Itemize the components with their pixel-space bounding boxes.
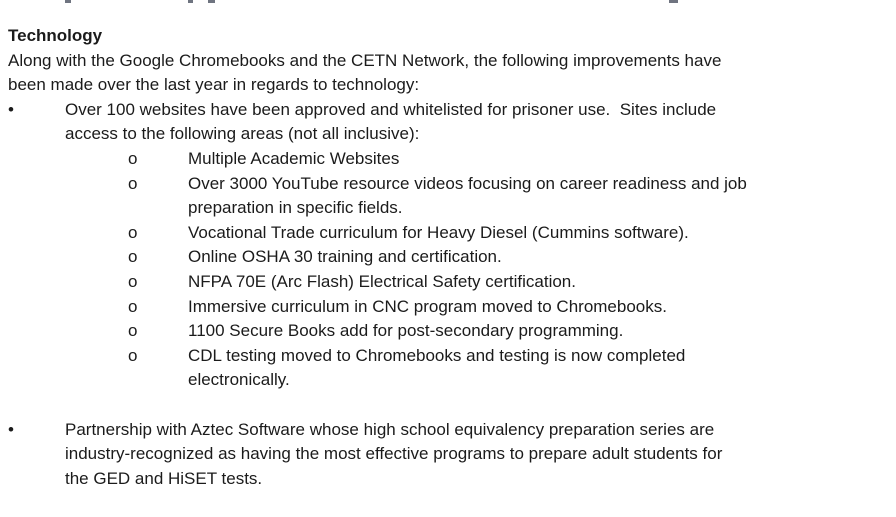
sub-bullet-line: Immersive curriculum in CNC program moved to Chromebooks. bbox=[188, 296, 667, 316]
sub-bullet-item bbox=[8, 344, 888, 393]
bullet-marker: • bbox=[8, 99, 14, 119]
paragraph-line: been made over the last year in regards to technology: bbox=[8, 75, 420, 95]
section-heading: Technology bbox=[8, 26, 103, 45]
bullet-line: Partnership with Aztec Software whose high school equivalency preparation series are bbox=[65, 419, 715, 439]
clipped-text-fragment bbox=[669, 0, 678, 3]
sub-bullet-item bbox=[8, 319, 888, 344]
sub-bullet-line: preparation in specific fields. bbox=[188, 198, 403, 218]
sub-bullet-line: Over 3000 YouTube resource videos focusing on career readiness and job bbox=[188, 173, 747, 193]
clipped-text-fragment bbox=[188, 0, 193, 3]
sub-bullet-marker: o bbox=[128, 148, 138, 168]
sub-bullet-item bbox=[8, 147, 888, 172]
bullet-item bbox=[8, 98, 888, 147]
sub-bullet-marker: o bbox=[128, 247, 138, 267]
sub-bullet-marker: o bbox=[128, 222, 138, 242]
sub-bullet-marker: o bbox=[128, 173, 138, 193]
paragraph-line: Along with the Google Chromebooks and the CETN Network, the following improvements have bbox=[8, 50, 722, 70]
bullet-marker: • bbox=[8, 419, 14, 439]
bullet-item bbox=[8, 418, 888, 492]
bullet-line: the GED and HiSET tests. bbox=[65, 468, 263, 488]
sub-bullet-line: CDL testing moved to Chromebooks and testing is now completed bbox=[188, 345, 686, 365]
bullet-line: industry-recognized as having the most effective programs to prepare adult students for bbox=[65, 444, 723, 464]
intro-paragraph bbox=[8, 49, 888, 98]
sub-bullet-line: 1100 Secure Books add for post-secondary programming. bbox=[188, 321, 624, 341]
sub-bullet-marker: o bbox=[128, 345, 138, 365]
sub-bullet-line: Multiple Academic Websites bbox=[188, 148, 400, 168]
document-body bbox=[8, 24, 888, 491]
sub-bullet-marker: o bbox=[128, 271, 138, 291]
sub-bullet-item bbox=[8, 295, 888, 320]
sub-bullet-item bbox=[8, 221, 888, 246]
sub-bullet-item bbox=[8, 245, 888, 270]
sub-bullet-line: Vocational Trade curriculum for Heavy Diesel (Cummins software). bbox=[188, 222, 689, 242]
clipped-text-fragment bbox=[208, 0, 215, 3]
bullet-line: Over 100 websites have been approved and whitelisted for prisoner use. Sites include bbox=[65, 99, 717, 119]
sub-bullet-line: NFPA 70E (Arc Flash) Electrical Safety certification. bbox=[188, 271, 576, 291]
sub-bullet-item bbox=[8, 270, 888, 295]
sub-bullet-marker: o bbox=[128, 296, 138, 316]
sub-bullet-marker: o bbox=[128, 321, 138, 341]
clipped-text-fragment bbox=[65, 0, 71, 3]
sub-bullet-line: Online OSHA 30 training and certification. bbox=[188, 247, 502, 267]
sub-bullet-line: electronically. bbox=[188, 370, 290, 390]
sub-bullet-item bbox=[8, 172, 888, 221]
bullet-line: access to the following areas (not all inclusive): bbox=[65, 124, 420, 144]
